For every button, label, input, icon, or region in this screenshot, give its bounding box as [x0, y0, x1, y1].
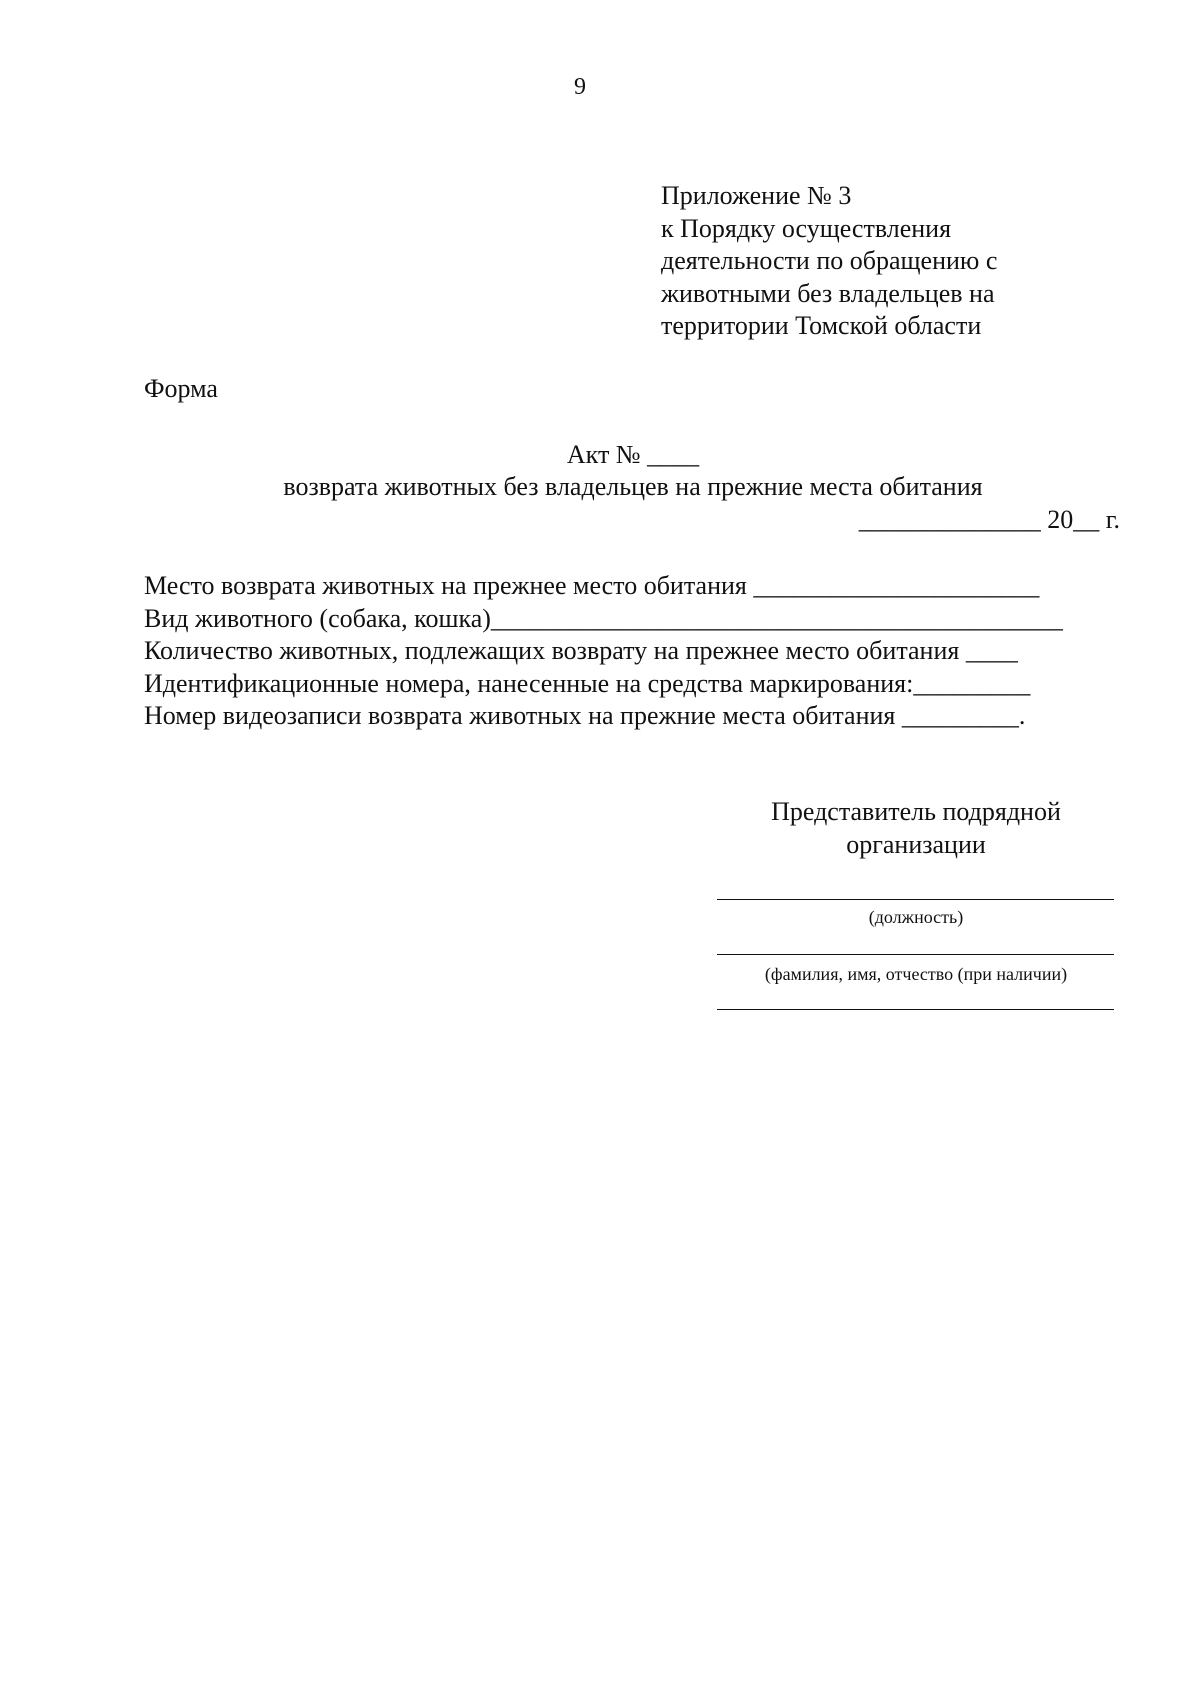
signature-title-line: Представитель подрядной — [771, 797, 1061, 826]
appendix-line: Приложение № 3 — [661, 181, 852, 210]
signature-line — [717, 985, 1114, 1010]
appendix-line: животными без владельцев на — [661, 278, 995, 308]
field-identification-numbers: Идентификационные номера, нанесенные на средства маркирования:_________ — [144, 668, 1031, 698]
act-date-line: ______________ 20__ г. — [858, 505, 1120, 534]
appendix-line: деятельности по обращению с — [661, 246, 998, 275]
field-return-place: Место возврата животных на прежнее место обитания ______________________ — [144, 571, 1040, 600]
signature-block — [716, 796, 1116, 1010]
field-video-number: Номер видеозаписи возврата животных на прежние места обитания _________. — [144, 701, 1026, 730]
appendix-line: территории Томской области — [661, 311, 982, 340]
appendix-header — [661, 180, 997, 343]
act-subtitle: возврата животных без владельцев на прежние места обитания — [283, 472, 983, 501]
position-line — [717, 861, 1114, 900]
page-number: 9 — [574, 74, 586, 100]
signature-title-line: организации — [846, 829, 986, 859]
position-caption: (должность) — [868, 907, 964, 927]
field-animal-count: Количество животных, подлежащих возврату на прежнее место обитания ____ — [144, 636, 1018, 665]
act-title: Акт № ____ — [566, 440, 700, 469]
form-label: Форма — [144, 374, 218, 403]
name-caption: (фамилия, имя, отчество (при наличии) — [764, 964, 1068, 984]
appendix-line: к Порядку осуществления — [661, 213, 952, 243]
name-line — [717, 928, 1114, 955]
act-fields — [144, 570, 1063, 733]
field-animal-species: Вид животного (собака, кошка)____________________________________________ — [144, 603, 1063, 633]
